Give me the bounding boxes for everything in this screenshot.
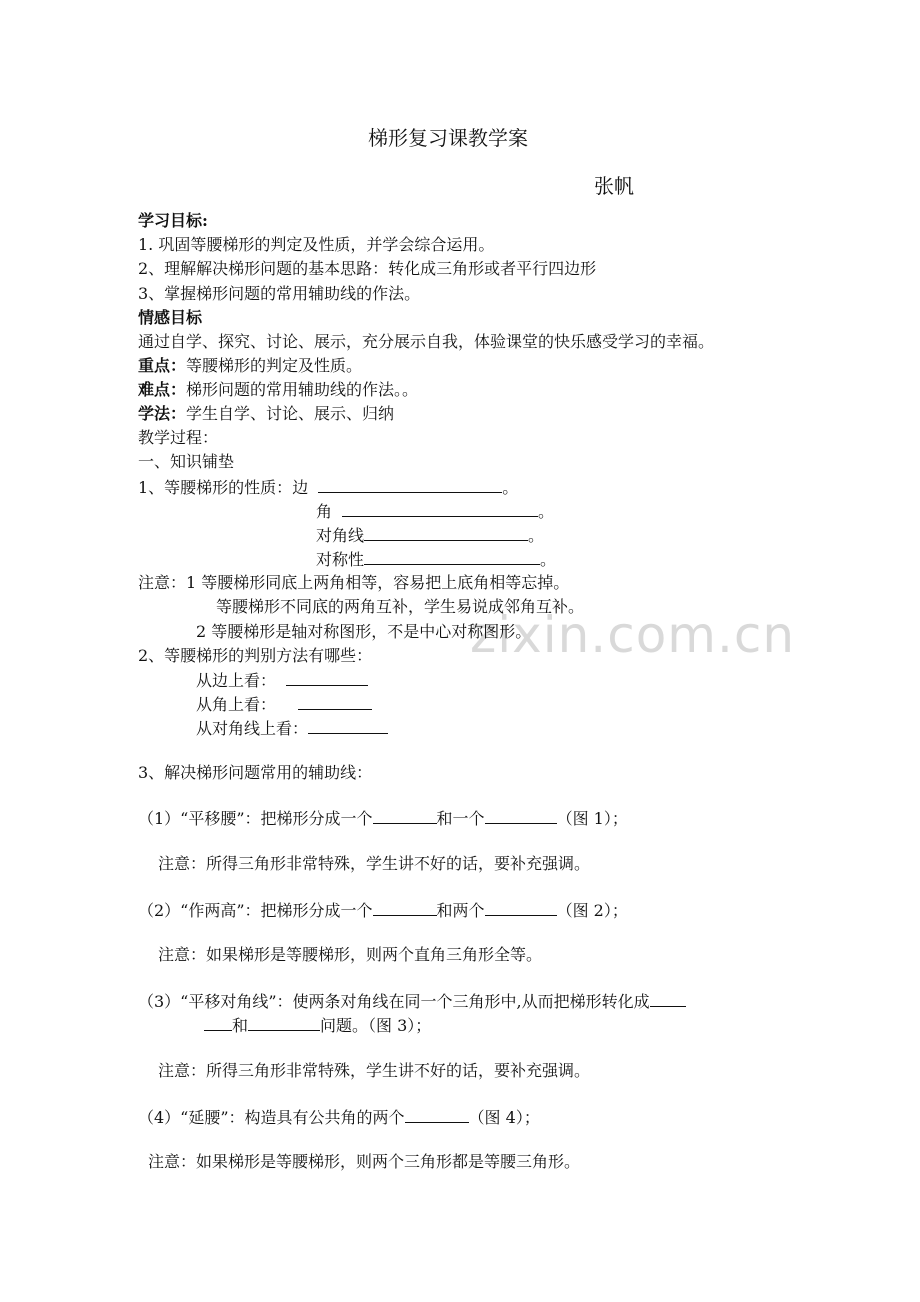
learning-method	[138, 404, 394, 424]
goal-item: 2、理解解决梯形问题的基本思路：转化成三角形或者平行四边形	[138, 259, 597, 278]
goal-item: 3、掌握梯形问题的常用辅助线的作法。	[138, 284, 421, 303]
property-label: 对称性	[316, 550, 365, 569]
aux-text: （4）“延腰”：构造具有公共角的两个	[138, 1108, 405, 1127]
note-line: 2 等腰梯形是轴对称图形，不是中心对称图形。	[196, 622, 532, 641]
author-name: 张帆	[594, 174, 634, 198]
key-label: 重点：	[138, 356, 187, 375]
property-line-symmetry	[316, 549, 556, 570]
watermark: zixin.com.cn	[470, 606, 796, 664]
judge-label: 从角上看：	[196, 695, 277, 714]
answer-blank[interactable]	[373, 900, 437, 916]
judge-item	[196, 694, 372, 715]
aux-note: 注意：如果梯形是等腰梯形，则两个直角三角形全等。	[158, 945, 543, 964]
period: 。	[502, 478, 519, 497]
answer-blank[interactable]	[650, 991, 686, 1007]
judge-heading: 2、等腰梯形的判别方法有哪些：	[138, 646, 373, 665]
answer-blank[interactable]	[485, 808, 557, 824]
answer-blank[interactable]	[318, 477, 502, 493]
method-text: 学生自学、讨论、展示、归纳	[186, 404, 395, 423]
aux-text: 问题。（图 3）；	[320, 1016, 432, 1035]
period: 。	[540, 550, 557, 569]
aux-text: （1）“平移腰”：把梯形分成一个	[138, 809, 373, 828]
answer-blank[interactable]	[485, 900, 557, 916]
aux-note: 注意：所得三角形非常特殊，学生讲不好的话，要补充强调。	[158, 1061, 591, 1080]
aux-text: 和两个	[436, 901, 485, 920]
emotion-heading: 情感目标	[138, 308, 203, 327]
key-point	[138, 356, 362, 376]
document-title: 梯形复习课教学案	[368, 126, 528, 150]
aux-note: 注意：所得三角形非常特殊，学生讲不好的话，要补充强调。	[158, 854, 591, 873]
note-line: 注意：1 等腰梯形同底上两角相等，容易把上底角相等忘掉。	[138, 573, 570, 592]
difficult-point	[138, 380, 418, 400]
process-heading: 教学过程：	[138, 428, 219, 447]
aux-text: （图 4）；	[468, 1108, 540, 1127]
answer-blank[interactable]	[364, 525, 528, 541]
key-text: 等腰梯形的判定及性质。	[186, 356, 363, 375]
property-line-side	[138, 477, 518, 498]
method-label: 学法：	[138, 404, 187, 423]
judge-label: 从边上看：	[196, 671, 277, 690]
aux-text: （2）“作两高”：把梯形分成一个	[138, 901, 373, 920]
judge-item	[196, 670, 368, 691]
answer-blank[interactable]	[364, 549, 540, 565]
judge-label: 从对角线上看：	[196, 719, 309, 738]
aux-heading: 3、解决梯形问题常用的辅助线：	[138, 763, 373, 782]
answer-blank[interactable]	[204, 1015, 232, 1031]
aux-item-2	[138, 900, 628, 921]
answer-blank[interactable]	[248, 1015, 320, 1031]
answer-blank[interactable]	[286, 670, 368, 686]
goals-heading: 学习目标:	[138, 211, 208, 230]
section-heading: 一、知识铺垫	[138, 452, 235, 471]
answer-blank[interactable]	[308, 718, 388, 734]
difficult-text: 梯形问题的常用辅助线的作法。。	[186, 380, 419, 399]
property-label: 对角线	[316, 526, 365, 545]
aux-text: （图 1）；	[556, 809, 628, 828]
aux-text: 和一个	[436, 809, 485, 828]
aux-note: 注意：如果梯形是等腰梯形，则两个三角形都是等腰三角形。	[148, 1152, 581, 1171]
answer-blank[interactable]	[342, 501, 538, 517]
goal-item: 1. 巩固等腰梯形的判定及性质，并学会综合运用。	[138, 235, 495, 254]
aux-item-3-cont	[204, 1015, 431, 1036]
answer-blank[interactable]	[405, 1107, 469, 1123]
aux-item-3	[138, 991, 686, 1012]
property-label: 边	[292, 478, 309, 497]
difficult-label: 难点：	[138, 380, 187, 399]
answer-blank[interactable]	[298, 694, 372, 710]
aux-text: 和	[232, 1016, 249, 1035]
property-line-angle	[316, 501, 554, 522]
aux-text: （3）“平移对角线”：使两条对角线在同一个三角形中,从而把梯形转化成	[138, 992, 650, 1011]
aux-text: （图 2）；	[556, 901, 628, 920]
property-lead: 1、等腰梯形的性质：	[138, 478, 293, 497]
period: 。	[538, 502, 555, 521]
answer-blank[interactable]	[373, 808, 437, 824]
period: 。	[528, 526, 545, 545]
property-label: 角	[316, 502, 333, 521]
emotion-text: 通过自学、探究、讨论、展示，充分展示自我，体验课堂的快乐感受学习的幸福。	[138, 332, 715, 351]
aux-item-4	[138, 1107, 540, 1128]
aux-item-1	[138, 808, 628, 829]
note-line: 等腰梯形不同底的两角互补，学生易说成邻角互补。	[216, 597, 585, 616]
judge-item	[196, 718, 388, 739]
property-line-diagonal	[316, 525, 544, 546]
